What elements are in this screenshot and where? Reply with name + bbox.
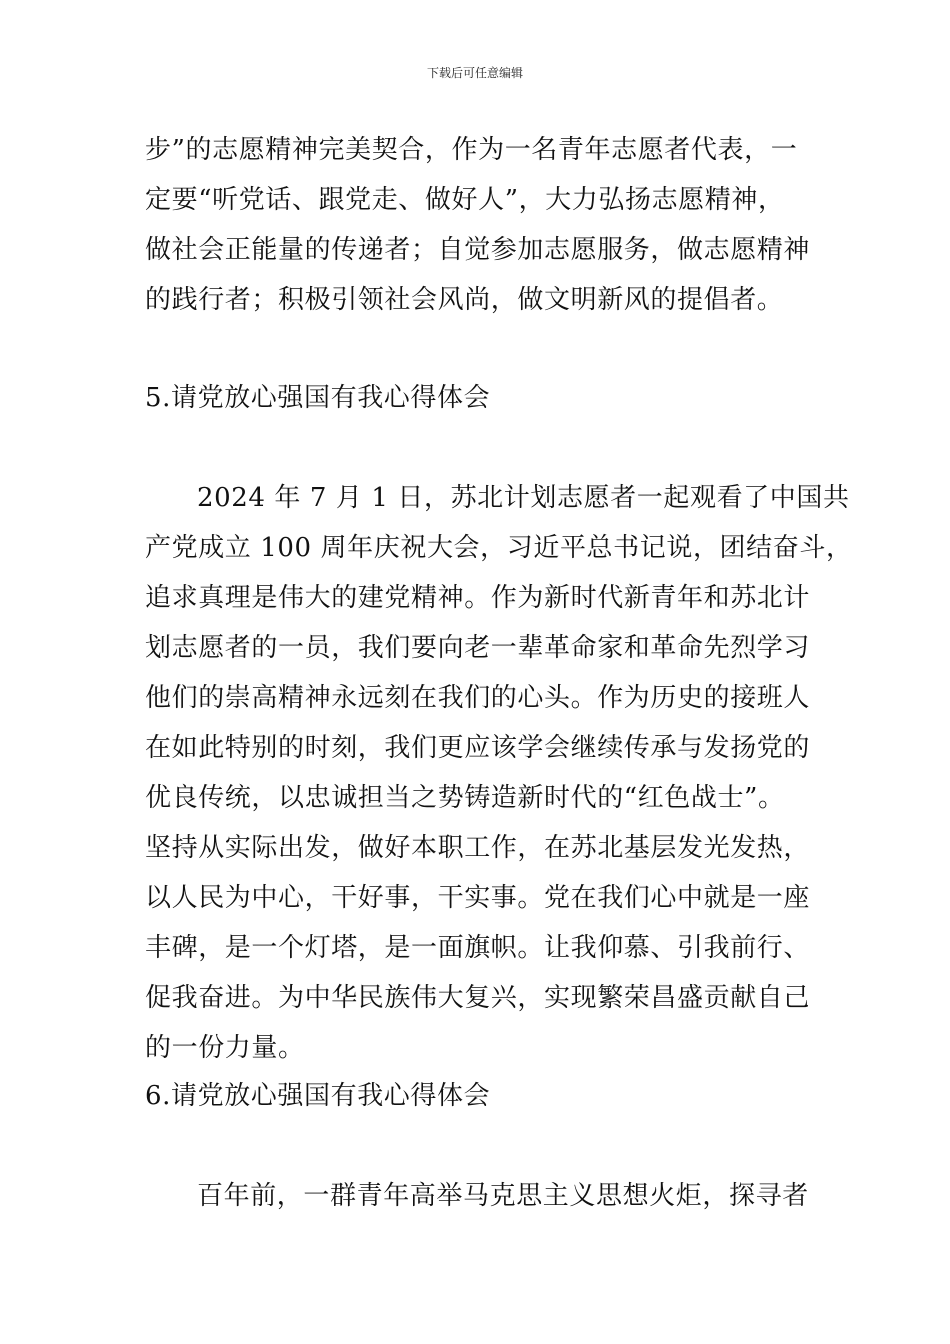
- section-heading-6: 6.请党放心强国有我心得体会: [145, 1081, 491, 1111]
- text-line: 的一份力量。: [145, 1033, 305, 1063]
- text-line: 做社会正能量的传递者；自觉参加志愿服务，做志愿精神: [145, 235, 811, 265]
- text-line: 坚持从实际出发，做好本职工作，在苏北基层发光发热，: [145, 833, 811, 863]
- text-line: 促我奋进。为中华民族伟大复兴，实现繁荣昌盛贡献自己: [145, 983, 811, 1013]
- text-line: 丰碑，是一个灯塔，是一面旗帜。让我仰慕、引我前行、: [145, 933, 811, 963]
- text-line: 的践行者；积极引领社会风尚，做文明新风的提倡者。: [145, 285, 784, 315]
- section-heading-5: 5.请党放心强国有我心得体会: [145, 383, 491, 413]
- text-line: 他们的崇高精神永远刻在我们的心头。作为历史的接班人: [145, 683, 811, 713]
- text-line: 产党成立 100 周年庆祝大会，习近平总书记说，团结奋斗，: [145, 533, 853, 563]
- text-line: 以人民为中心，干好事，干实事。党在我们心中就是一座: [145, 883, 811, 913]
- text-line: 优良传统，以忠诚担当之势铸造新时代的“红色战士”。: [145, 783, 785, 813]
- page-header: 下载后可任意编辑: [426, 66, 523, 80]
- text-line: 划志愿者的一员，我们要向老一辈革命家和革命先烈学习: [145, 633, 811, 663]
- text-line: 定要“听党话、跟党走、做好人”，大力弘扬志愿精神，: [145, 185, 785, 215]
- text-line: 2024 年 7 月 1 日，苏北计划志愿者一起观看了中国共: [197, 483, 850, 513]
- text-line: 在如此特别的时刻，我们更应该学会继续传承与发扬党的: [145, 733, 811, 763]
- text-line: 百年前，一群青年高举马克思主义思想火炬，探寻者: [197, 1181, 809, 1211]
- text-line: 追求真理是伟大的建党精神。作为新时代新青年和苏北计: [145, 583, 811, 613]
- text-line: 步”的志愿精神完美契合，作为一名青年志愿者代表，一: [145, 135, 798, 165]
